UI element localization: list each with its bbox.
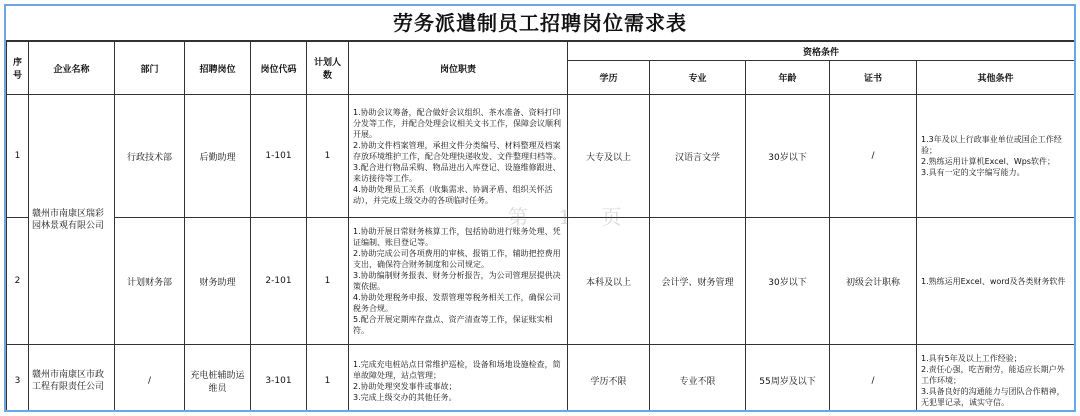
table-row [7, 345, 1075, 413]
page-title: 劳务派遣制员工招聘岗位需求表 [6, 6, 1074, 41]
company-name: 赣州市南康区市政工程有限责任公司 [29, 345, 115, 413]
row-index: 3 [7, 345, 29, 413]
recruitment-table-sheet [6, 6, 1074, 410]
row-other: 1.3年及以上行政事业单位或国企工作经验； 2.熟练运用计算机Excel、Wps软件； 3.具有一定的文字编写能力。 [917, 95, 1075, 218]
header-requirements: 资格条件 [568, 42, 1075, 61]
header-age: 年龄 [746, 61, 830, 95]
position-requirements-table [6, 41, 1075, 412]
row-education: 本科及以上 [568, 218, 650, 345]
row-duty: 1.协助开展日常财务核算工作，包括协助进行账务处理、凭证编制、账目登记等。 2.协助完成公司各项费用的审核、报销工作，辅助把控费用支出，确保符合财务制度和公司规定。 3.协助编制财务报表、财务分析报告，为公司管理层提供决策依据。 4.协助处理税务申报、发票管理等税务相关工作，确保公司税务合规。 5.配合开展定期库存盘点、资产清查等工作，保证账实相符。 [349, 218, 568, 345]
page-watermark: 第 1 页 [508, 205, 634, 229]
row-age: 55周岁及以下 [746, 345, 830, 413]
header-other: 其他条件 [917, 61, 1075, 95]
document-frame [4, 4, 1076, 412]
row-education: 大专及以上 [568, 95, 650, 218]
header-company: 企业名称 [29, 42, 115, 95]
row-age: 30岁以下 [746, 95, 830, 218]
row-major: 专业不限 [650, 345, 746, 413]
row-count: 1 [307, 345, 349, 413]
header-certificate: 证书 [830, 61, 917, 95]
row-count: 1 [307, 218, 349, 345]
company-name: 赣州市南康区瑞彩园林景观有限公司 [29, 95, 115, 345]
row-department: / [115, 345, 185, 413]
row-education: 学历不限 [568, 345, 650, 413]
row-duty: 1.协助会议筹备，配合做好会议组织、茶水准备、资料打印分发等工作，并配合处理会议相关文书工作，保障会议顺利开展。 2.协助文件档案管理，承担文件分类编号、材料整理及档案存放环境维护工作，配合处理快递收发、文件整理归档等。 3.配合进行物品采购、物品进出入库登记、设施维修跟进、来访接待等工作。 4.协助处理员工关系（收集需求、协调矛盾、组织关怀活动），并完成上级交办的各项临时任务。 [349, 95, 568, 218]
table-header-row [7, 42, 1075, 61]
header-position: 招聘岗位 [185, 42, 251, 95]
table-row [7, 218, 1075, 345]
row-duty: 1.完成充电桩站点日常维护巡检，设备和场地设施检查，简单故障处理，站点管理； 2.协助处理突发事件或事故； 3.完成上级交办的其他任务。 [349, 345, 568, 413]
row-other: 1.具有5年及以上工作经验； 2.责任心强，吃苦耐劳，能适应长期户外工作环境； 3.具备良好的沟通能力与团队合作精神，无犯罪记录，诚实守信。 [917, 345, 1075, 413]
header-education: 学历 [568, 61, 650, 95]
header-count: 计划人数 [307, 42, 349, 95]
row-code: 3-101 [251, 345, 307, 413]
row-certificate: / [830, 95, 917, 218]
row-code: 1-101 [251, 95, 307, 218]
row-index: 2 [7, 218, 29, 345]
header-code: 岗位代码 [251, 42, 307, 95]
row-position: 财务助理 [185, 218, 251, 345]
row-certificate: 初级会计职称 [830, 218, 917, 345]
row-certificate: / [830, 345, 917, 413]
row-position: 后勤助理 [185, 95, 251, 218]
table-row [7, 95, 1075, 218]
header-duty: 岗位职责 [349, 42, 568, 95]
row-major: 会计学、财务管理 [650, 218, 746, 345]
row-department: 计划财务部 [115, 218, 185, 345]
row-other: 1.熟练运用Excel、word及各类财务软件 [917, 218, 1075, 345]
row-major: 汉语言文学 [650, 95, 746, 218]
row-count: 1 [307, 95, 349, 218]
row-code: 2-101 [251, 218, 307, 345]
header-major: 专业 [650, 61, 746, 95]
header-index: 序号 [7, 42, 29, 95]
header-department: 部门 [115, 42, 185, 95]
row-department: 行政技术部 [115, 95, 185, 218]
row-index: 1 [7, 95, 29, 218]
row-position: 充电桩辅助运维员 [185, 345, 251, 413]
row-age: 30岁以下 [746, 218, 830, 345]
